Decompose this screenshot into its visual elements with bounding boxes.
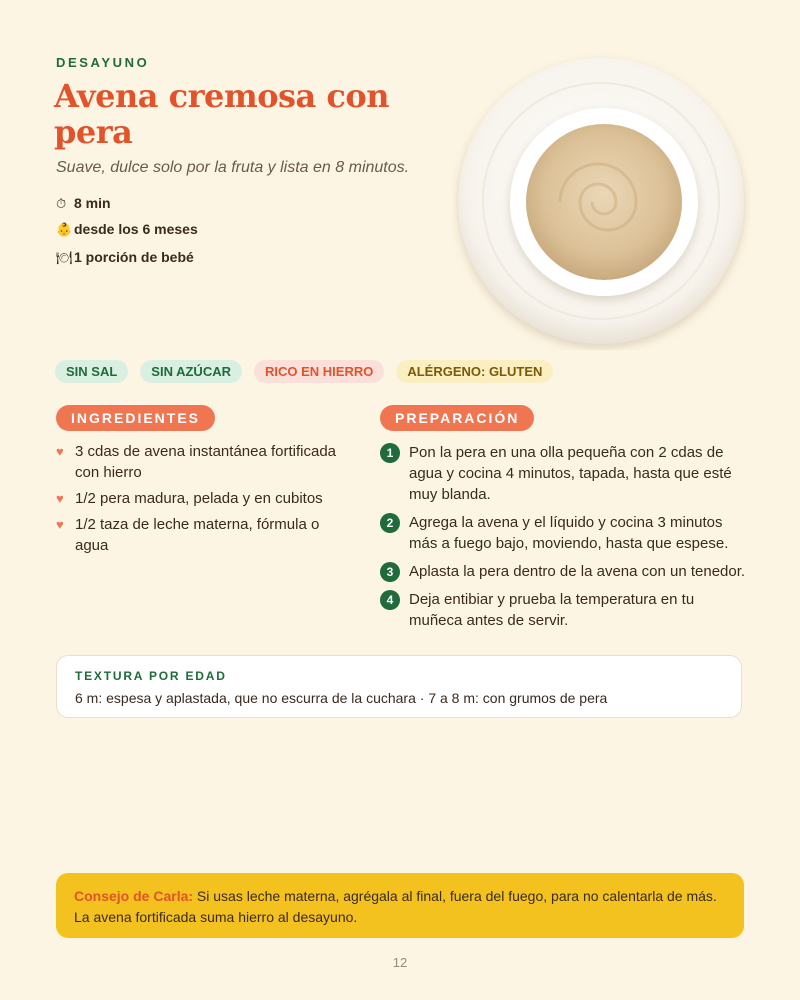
baby-icon: 👶 — [56, 222, 73, 237]
list-item: ♥ 1/2 taza de leche materna, fórmula o agua — [56, 516, 320, 554]
step-number: 3 — [380, 562, 400, 582]
meta-age — [56, 221, 198, 238]
step-number: 2 — [380, 513, 400, 533]
step-number: 1 — [380, 443, 400, 463]
meta-time — [56, 195, 111, 212]
preparation-heading: PREPARACIÓN — [380, 405, 534, 431]
tag-rico-en-hierro: RICO EN HIERRO — [254, 360, 384, 383]
heart-icon: ♥ — [56, 517, 64, 532]
step-item: 4 Deja entibiar y prueba la temperatura en tu muñeca antes de servir. — [380, 589, 750, 631]
page-number: 12 — [392, 955, 408, 970]
step-item: 3 Aplasta la pera dentro de la avena con un tenedor. — [380, 561, 750, 582]
step-item: 2 Agrega la avena y el líquido y cocina 3 minutos más a fuego bajo, moviendo, hasta que espese. — [380, 512, 750, 554]
tip-text: Si usas leche materna, agrégala al final, fuera del fuego, para no calentarla de más. La avena fortificada suma hierro al desayuno. — [74, 888, 717, 925]
step-number: 4 — [380, 590, 400, 610]
recipe-subtitle: Suave, dulce solo por la fruta y lista en 8 minutos. — [56, 159, 410, 176]
tag-sin-sal: SIN SAL — [55, 360, 128, 383]
texture-title: TEXTURA POR EDAD — [75, 669, 227, 683]
meta-servings-label: 1 porción de bebé — [74, 249, 194, 265]
texture-text: 6 m: espesa y aplastada, que no escurra de la cuchara · 7 a 8 m: con grumos de pera — [75, 690, 608, 706]
ingredients-heading: INGREDIENTES — [56, 405, 215, 431]
tag-list — [55, 360, 553, 383]
step-item: 1 Pon la pera en una olla pequeña con 2 cdas de agua y cocina 4 minutos, tapada, hasta que esté muy blanda. — [380, 442, 750, 505]
plate-icon: 🍽 — [56, 250, 73, 265]
meta-age-label: desde los 6 meses — [74, 221, 198, 237]
meta-time-label: 8 min — [74, 195, 111, 211]
list-item: ♥ 1/2 pera madura, pelada y en cubitos — [56, 490, 323, 507]
tag-alergeno-gluten: ALÉRGENO: GLUTEN — [396, 360, 553, 383]
meta-servings — [56, 249, 194, 266]
stopwatch-icon: ⏱ — [56, 196, 67, 211]
heart-icon: ♥ — [56, 444, 64, 459]
oatmeal-bowl-image — [452, 52, 750, 350]
list-item: ♥ 3 cdas de avena instantánea fortificada con hierro — [56, 443, 337, 481]
texture-box — [56, 655, 742, 718]
heart-icon: ♥ — [56, 491, 64, 506]
tag-sin-azucar: SIN AZÚCAR — [140, 360, 242, 383]
tip-lead: Consejo de Carla: — [74, 888, 194, 904]
recipe-title: Avena cremosa con pera — [54, 77, 390, 151]
preparation-list — [380, 442, 750, 638]
recipe-category: DESAYUNO — [56, 55, 150, 70]
ingredients-list — [56, 441, 356, 561]
tip-box — [56, 873, 744, 938]
